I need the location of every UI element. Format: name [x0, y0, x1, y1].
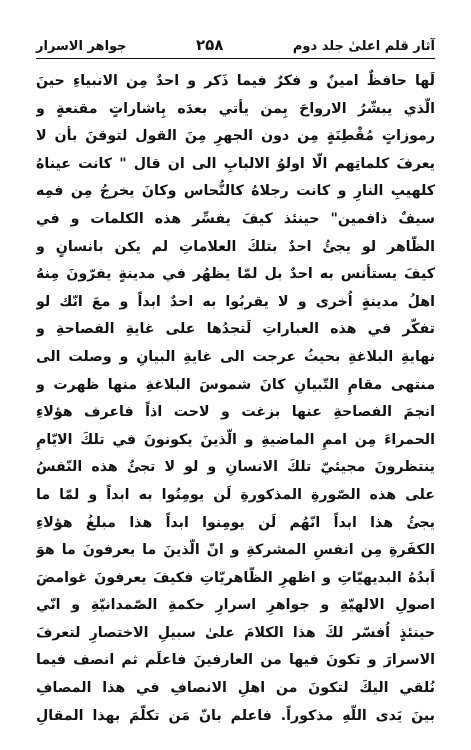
text-line: اهلُ مدينةٍ اُخرى و لا يقربُوا به احدٌ ابداً و معَ انّك لو — [36, 293, 435, 310]
text-line: لَها حافظٌ امينٌ و فكرٌ فيما ذَكر و احدٌ مِن الانبياءِ حينَ — [36, 73, 435, 89]
text-line: اصولِ الالهيّةِ و جواهرِ اسرارِ حكمةِ الصّمدانيّةِ و انّي — [36, 597, 435, 614]
text-line: الاسرارَ و تكونَ فيها من العارفينَ فاعلَم ثم انصف فيما — [36, 652, 435, 669]
text-line: الحمراءَ مِن اممِ الماضيةِ و الّذينَ يكونونَ في تلكَ الايّامِ — [36, 431, 435, 448]
text-line: ينتظرونَ مجيئيّ تلكَ الانسانِ و لو لا تجئُ هذه النّفسُ — [36, 459, 435, 476]
text-line: بينَ يَدى اللّهِ مذكوراً. فاعلم بانّ مَن تكلّمَ بهذا المقالِ — [36, 707, 435, 724]
page-number: ۲۵۸ — [196, 36, 224, 54]
text-line: يعرفَ كلماتِهم الّا اولوُ الالبابِ الى ان قال " كانت عيناهُ — [36, 155, 435, 172]
text-line: نُلقي اليكَ لتكونَ من اهلِ الانصافِ في هذا المصافِ — [36, 680, 435, 697]
text-line: كلهيبِ النارِ و كانت رجلاهُ كالنُّحاس وكانَ يخرجُ مِن فمِه — [36, 183, 435, 200]
text-line: منتهى مقامِ التّبيانِ كانَ شموسَ البلاغةِ منها ظهرت و — [36, 376, 435, 393]
text-line: تفكّر في هذه العباراتِ لَتجدُها على غايةِ الفصاحةِ و — [36, 321, 435, 338]
header-divider — [36, 58, 435, 59]
text-line: الّذي يبشّرُ الارواحَ بِمن يأتي بعدَه بِاشاراتٍ مقنعةٍ و — [36, 100, 435, 117]
page-header — [36, 26, 435, 54]
text-line: سيفٌ ذافمين" حينئذ كيفَ يفسِّر هذه الكلمات و في — [36, 210, 435, 227]
text-line: كيفَ يستأنس به احدٌ بل لمّا يظهُر في مدينةٍ يفرّونَ مِنهُ — [36, 266, 435, 283]
text-line: نهايةِ البلاغةِ بحيثُ عرجت الى غايةِ البيانِ و وصلت الى — [36, 348, 435, 365]
text-line: الظّاهر لو يجئُ احدٌ بتلكَ العلاماتِ لم يكن بانسانٍ و — [36, 238, 435, 255]
text-line: حينئذٍ اُفسّر لكَ هذا الكلامَ علىٰ سبيلِ الاختصارِ لتعرفَ — [36, 624, 435, 641]
text-line: اَبدُهُ البديهيّاتِ و اظهرِ الظّاهريّاتِ فكيفَ يعرفونَ غوامضَ — [36, 569, 435, 586]
text-line: الكفَرةِ مِن انفسِ المشركةِ و انّ الّذينَ ما يعرفونَ ما هوَ — [36, 542, 435, 559]
text-line: انجمَ الفصاحةِ عنها بزغت و لاحت اذاً فاعرف هؤلاءِ — [36, 404, 435, 421]
book-title: آثار قلم اعلیٰ جلد دوم — [292, 39, 435, 54]
text-line: يجئُ هذا ابداً انّهُم لَن يومِنوا ابداً هذا مبلغُ هؤلاءِ — [36, 514, 435, 531]
body-text — [36, 68, 435, 730]
text-line: على هذه الصّورةِ المذكورةِ لَن يومِنُوا به ابداً و لمّا ما — [36, 486, 435, 503]
section-title: جواهر الاسرار — [36, 39, 127, 54]
text-line: رموزاتٍ مُقْطِنَةٍ مِن دون الجهرِ مِنَ القول لتوقنَ بأن لا — [36, 128, 435, 145]
